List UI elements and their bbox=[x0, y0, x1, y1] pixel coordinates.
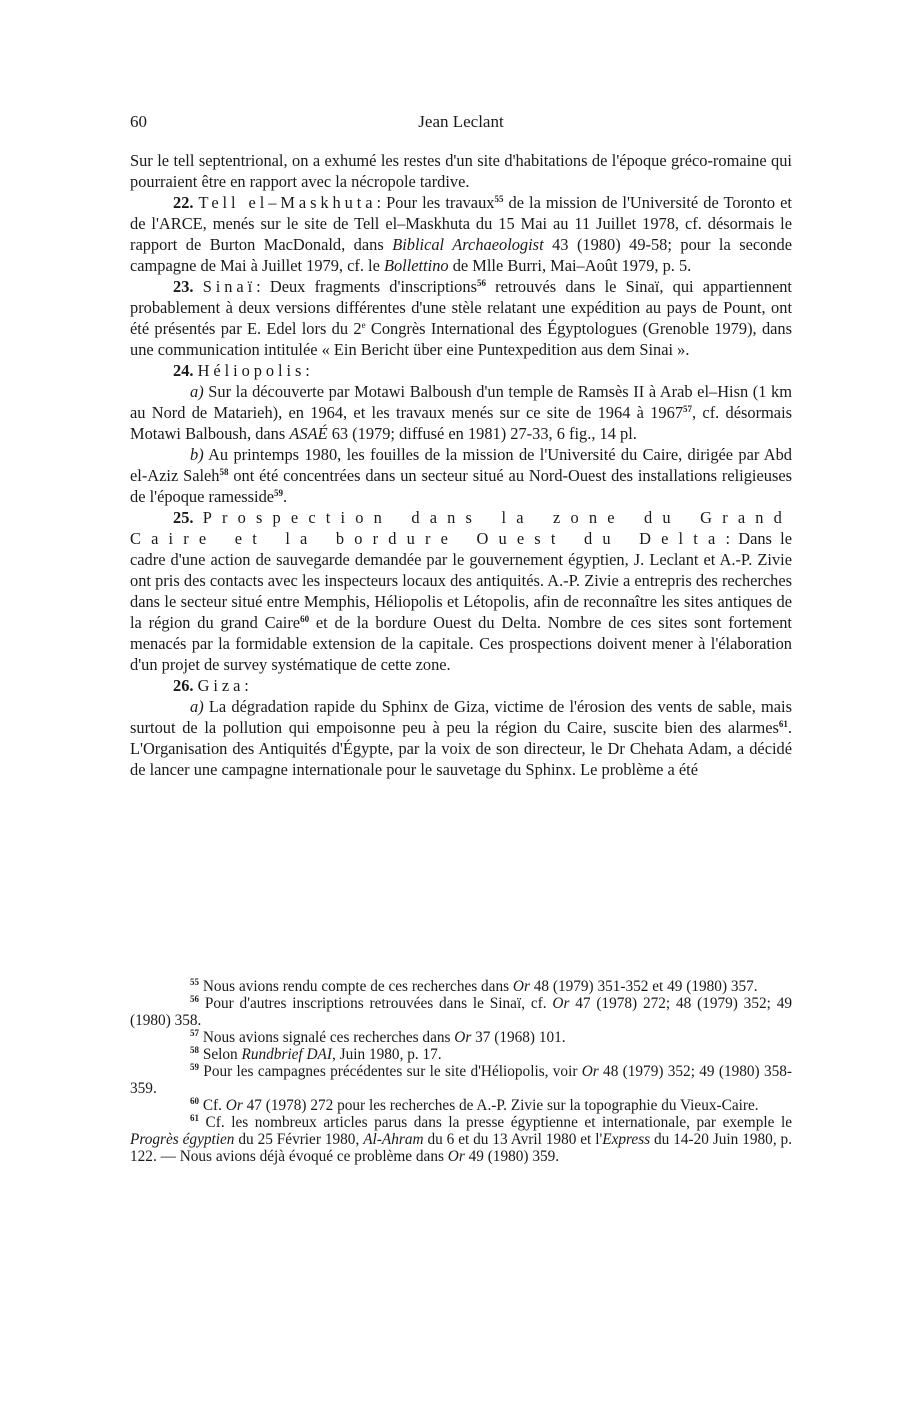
footnote-text: 37 (1968) 101. bbox=[471, 1029, 566, 1046]
footnote-58 bbox=[130, 1046, 792, 1063]
section-text: . bbox=[283, 487, 288, 506]
footnote-text: 48 (1979) 352; 49 (1980) 358-359. bbox=[130, 1063, 792, 1097]
footnote-text: Selon bbox=[199, 1046, 242, 1063]
section-text: Congrès International des Égyptologues (Grenoble 1979), dans une communication intitulée « Ein Bericht über eine Puntexpedition aus dem Sinai ». bbox=[130, 319, 792, 359]
section-title: Prospection dans la zone du Grand Caire et la bordure Ouest du Delta bbox=[130, 508, 792, 548]
section-text: retrouvés dans le Sinaï, qui appartiennent probablement à deux versions différentes d'une stèle relatant une expédition au pays de Pount, ont été présentés par E. Edel lors du 2 bbox=[130, 277, 792, 338]
footnote-text: 49 (1980) 359. bbox=[464, 1148, 560, 1165]
footnote-text: 47 (1978) 272 pour les recherches de A.-P. Zivie sur la topographie du Vieux-Caire. bbox=[242, 1097, 759, 1114]
section-text: La dégradation rapide du Sphinx de Giza, victime de l'érosion des vents de sable, mais surtout de la pollution qui empoisonne peu à peu la région du Caire, suscite bien des alarmes bbox=[130, 697, 792, 737]
section-text: : Deux fragments d'inscriptions bbox=[256, 277, 477, 296]
superscript-e: e bbox=[361, 320, 366, 330]
section-number: 25. bbox=[173, 508, 194, 527]
journal-title: Progrès égyptien bbox=[130, 1131, 235, 1148]
section-text: : bbox=[305, 361, 310, 380]
footnote-ref: 60 bbox=[300, 614, 310, 624]
journal-title: Or bbox=[512, 978, 530, 995]
section-number: 24. bbox=[173, 361, 194, 380]
item-letter: a) bbox=[190, 697, 204, 716]
main-text bbox=[130, 150, 792, 780]
section-text: 43 (1980) 49-58; pour la seconde campagne de Mai à Juillet 1979, cf. le bbox=[130, 235, 792, 275]
footnote-text: , Juin 1980, p. 17. bbox=[332, 1046, 442, 1063]
footnote-text: du 25 Février 1980, bbox=[234, 1131, 364, 1148]
section-text: de la mission de l'Université de Toronto et de l'ARCE, menés sur le site de Tell el–Maskhuta du 15 Mai au 11 Juillet 1978, cf. désormais le rapport de Burton MacDonald, dans bbox=[130, 193, 792, 254]
section-text: , cf. désormais Motawi Balboush, dans bbox=[130, 403, 792, 443]
item-letter: a) bbox=[190, 382, 204, 401]
journal-title: Or bbox=[552, 995, 570, 1012]
section-23 bbox=[130, 276, 792, 360]
footnote-ref: 57 bbox=[683, 404, 693, 414]
footnote-57 bbox=[130, 1029, 792, 1046]
section-text: : Dans le cadre d'une action de sauvegarde demandée par le gouvernement égyptien, J. Leclant et A.-P. Zivie ont pris des contacts avec les inspecteurs locaux des antiquités. A.-P. Zivie a entrepris des recherches dans le secteur situé entre Memphis, Héliopolis et Létopolis, afin de reconnaître les sites antiques de la région du grand Caire bbox=[130, 529, 792, 632]
section-number: 23. bbox=[173, 277, 194, 296]
journal-title: Al-Ahram bbox=[363, 1131, 424, 1148]
section-text: : Pour les travaux bbox=[376, 193, 495, 212]
journal-title: ASAÉ bbox=[289, 424, 328, 443]
footnote-number: 59 bbox=[190, 1062, 199, 1072]
page-header bbox=[130, 112, 792, 138]
page-number: 60 bbox=[130, 112, 147, 131]
section-26 bbox=[130, 675, 792, 696]
section-title: Héliopolis bbox=[197, 361, 306, 380]
footnote-ref: 59 bbox=[274, 488, 284, 498]
journal-title: Biblical Archaeologist bbox=[392, 235, 544, 254]
section-number: 26. bbox=[173, 676, 194, 695]
footnote-number: 57 bbox=[190, 1028, 199, 1038]
footnote-text: Pour d'autres inscriptions retrouvées dans le Sinaï, cf. bbox=[199, 995, 553, 1012]
journal-title: Bollettino bbox=[383, 256, 449, 275]
journal-title: Or bbox=[225, 1097, 243, 1114]
footnote-text: du 14-20 Juin 1980, p. 122. — Nous avions déjà évoqué ce problème dans bbox=[130, 1131, 793, 1165]
section-22 bbox=[130, 192, 792, 276]
footnote-55 bbox=[130, 978, 792, 995]
footnote-number: 60 bbox=[190, 1096, 199, 1106]
journal-title: Or bbox=[454, 1029, 472, 1046]
journal-title: Or bbox=[447, 1148, 465, 1165]
section-text: de Mlle Burri, Mai–Août 1979, p. 5. bbox=[448, 256, 692, 275]
footnote-61 bbox=[130, 1114, 792, 1165]
intro-paragraph: Sur le tell septentrional, on a exhumé les restes d'un site d'habitations de l'époque gréco-romaine qui pourraient être en rapport avec la nécropole tardive. bbox=[130, 151, 792, 191]
section-text: Au printemps 1980, les fouilles de la mission de l'Université du Caire, dirigée par Abd el-Aziz Saleh bbox=[130, 445, 792, 485]
section-text: . L'Organisation des Antiquités d'Égypte, par la voix de son directeur, le Dr Chehata Adam, a décidé de lancer une campagne internationale pour le sauvetage du Sphinx. Le problème a été bbox=[130, 718, 792, 779]
section-text: ont été concentrées dans un secteur situé au Nord-Ouest des installations religieuses de l'époque ramesside bbox=[130, 466, 792, 506]
journal-title: Rundbrief DAI bbox=[241, 1046, 332, 1063]
footnote-text: Nous avions rendu compte de ces recherches dans bbox=[199, 978, 513, 995]
footnote-number: 61 bbox=[190, 1113, 199, 1123]
section-24 bbox=[130, 360, 792, 381]
footnote-text: 47 (1978) 272; 48 (1979) 352; 49 (1980) 358. bbox=[130, 995, 792, 1029]
footnote-text: Pour les campagnes précédentes sur le site d'Héliopolis, voir bbox=[199, 1063, 582, 1080]
footnote-ref: 56 bbox=[476, 278, 486, 288]
journal-title: Or bbox=[581, 1063, 599, 1080]
section-text: Sur la découverte par Motawi Balboush d'un temple de Ramsès II à Arab el–Hisn (1 km au Nord de Matarieh), en 1964, et les travaux menés sur ce site de 1964 à 1967 bbox=[130, 382, 792, 422]
footnote-number: 58 bbox=[190, 1045, 199, 1055]
footnote-60 bbox=[130, 1097, 792, 1114]
section-title: Tell el–Maskhuta bbox=[198, 193, 377, 212]
footnote-text: Cf. les nombreux articles parus dans la presse égyptienne et internationale, par exemple le bbox=[199, 1114, 792, 1131]
journal-title: Express bbox=[602, 1131, 651, 1148]
section-26-a bbox=[130, 696, 792, 780]
footnote-number: 55 bbox=[190, 977, 199, 987]
section-text: et de la bordure Ouest du Delta. Nombre de ces sites sont fortement menacés par la formidable extension de la capitale. Ces prospections doivent mener à l'élaboration d'un projet de survey systématique de cette zone. bbox=[130, 613, 792, 674]
section-text: 63 (1979; diffusé en 1981) 27-33, 6 fig., 14 pl. bbox=[327, 424, 637, 443]
running-head: Jean Leclant bbox=[418, 112, 504, 131]
section-text: : bbox=[244, 676, 249, 695]
footnote-text: Cf. bbox=[199, 1097, 226, 1114]
footnote-number: 56 bbox=[190, 994, 199, 1004]
section-24-a bbox=[130, 381, 792, 444]
footnote-ref: 61 bbox=[778, 719, 788, 729]
section-number: 22. bbox=[173, 193, 194, 212]
footnotes bbox=[130, 978, 792, 1165]
footnote-text: du 6 et du 13 Avril 1980 et l' bbox=[423, 1131, 603, 1148]
footnote-text: 48 (1979) 351-352 et 49 (1980) 357. bbox=[529, 978, 758, 995]
footnote-56 bbox=[130, 995, 792, 1029]
footnote-ref: 58 bbox=[219, 467, 229, 477]
section-24-b bbox=[130, 444, 792, 507]
section-title: Giza bbox=[197, 676, 245, 695]
footnote-text: Nous avions signalé ces recherches dans bbox=[199, 1029, 455, 1046]
footnote-ref: 55 bbox=[494, 194, 504, 204]
footnote-59 bbox=[130, 1063, 792, 1097]
section-title: Sinaï bbox=[202, 277, 257, 296]
item-letter: b) bbox=[190, 445, 204, 464]
section-25 bbox=[130, 507, 792, 675]
